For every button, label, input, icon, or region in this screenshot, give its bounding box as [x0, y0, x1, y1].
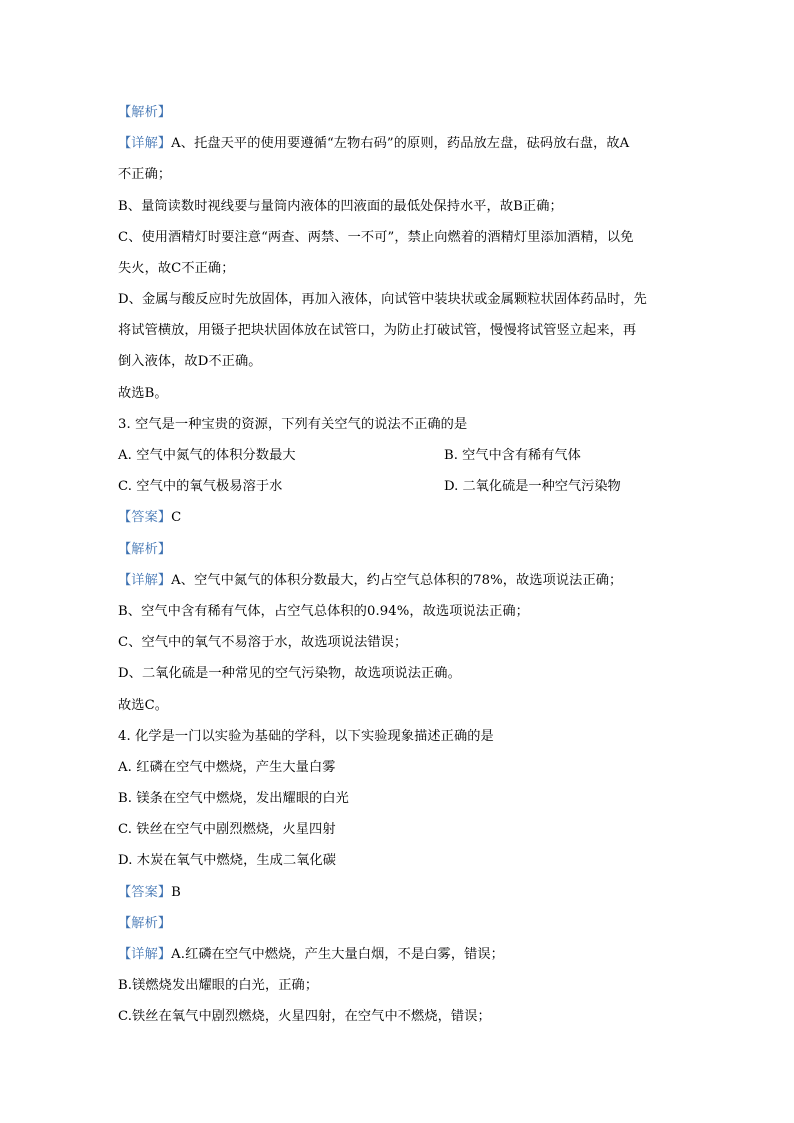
q4-answer-tag: 【答案】: [118, 885, 172, 900]
q4-detail-c-line: C.铁丝在氧气中剧烈燃烧，火星四射，在空气中不燃烧，错误；: [118, 1009, 491, 1024]
q4-detail-b-line: B.镁燃烧发出耀眼的白光，正确；: [118, 978, 319, 993]
q4-answer-value: B: [171, 885, 181, 900]
q2-detail-b-line: B、量筒读数时视线要与量筒内液体的凹液面的最低处保持水平，故B正确；: [118, 199, 563, 214]
q2-detail-d-line2: 将试管横放，用镊子把块状固体放在试管口，为防止打破试管，慢慢将试管竖立起来，再: [118, 323, 637, 338]
q3-detail-b-line: B、空气中含有稀有气体，占空气总体积的0.94%，故选项说法正确；: [118, 604, 529, 619]
q2-detail-tag: 【详解】: [118, 136, 172, 151]
q2-conclusion: 故选B。: [118, 386, 168, 401]
q3-detail-a-line: [118, 571, 678, 591]
q3-answer: [118, 508, 678, 528]
q4-detail-a-text: A.红磷在空气中燃烧，产生大量白烟，不是白雾，错误；: [171, 947, 504, 962]
q4-option-c: C. 铁丝在空气中剧烈燃烧，火星四射: [118, 822, 336, 837]
q4-analysis-heading: 【解析】: [118, 916, 172, 931]
q4-option-a: A. 红磷在空气中燃烧，产生大量白雾: [118, 760, 336, 775]
q3-detail-d-line: D、二氧化硫是一种常见的空气污染物，故选项说法正确。: [118, 666, 461, 681]
q3-stem: 3. 空气是一种宝贵的资源，下列有关空气的说法不正确的是: [118, 417, 468, 432]
q3-option-a: A. 空气中氮气的体积分数最大: [118, 448, 296, 463]
q2-detail-c-line2: 失火，故C不正确；: [118, 261, 235, 276]
q2-detail-c-line1: C、使用酒精灯时要注意“两查、两禁、一不可”，禁止向燃着的酒精灯里添加酒精，以免: [118, 230, 634, 245]
q3-option-c: C. 空气中的氧气极易溶于水: [118, 479, 283, 494]
q4-answer: [118, 883, 678, 903]
q3-answer-tag: 【答案】: [118, 510, 172, 525]
q4-detail-tag: 【详解】: [118, 947, 172, 962]
q2-analysis-heading: 【解析】: [118, 105, 172, 120]
q4-option-d: D. 木炭在氧气中燃烧，生成二氧化碳: [118, 853, 337, 868]
q4-stem: 4. 化学是一门以实验为基础的学科，以下实验现象描述正确的是: [118, 729, 494, 744]
q2-detail-d-line1: D、金属与酸反应时先放固体，再加入液体，向试管中装块状或金属颗粒状固体药品时，先: [118, 292, 647, 307]
q3-conclusion: 故选C。: [118, 698, 169, 713]
q3-option-b: B. 空气中含有稀有气体: [444, 448, 581, 463]
q2-detail-d-line3: 倒入液体，故D不正确。: [118, 354, 262, 369]
q4-detail-a-line: [118, 945, 678, 965]
q2-detail-a-text: A、托盘天平的使用要遵循“左物右码”的原则，药品放左盘，砝码放右盘，故A: [171, 136, 630, 151]
q3-detail-c-line: C、空气中的氧气不易溶于水，故选项说法错误；: [118, 635, 408, 650]
q3-detail-a-text: A、空气中氮气的体积分数最大，约占空气总体积的78%，故选项说法正确；: [171, 573, 623, 588]
q3-analysis-heading: 【解析】: [118, 542, 172, 557]
q3-answer-value: C: [171, 510, 182, 525]
q2-detail-a-line2: 不正确；: [118, 167, 172, 182]
q2-detail-a-line1: [118, 134, 678, 154]
q3-option-d: D. 二氧化硫是一种空气污染物: [444, 479, 621, 494]
q4-option-b: B. 镁条在空气中燃烧，发出耀眼的白光: [118, 791, 349, 806]
q3-detail-tag: 【详解】: [118, 573, 172, 588]
